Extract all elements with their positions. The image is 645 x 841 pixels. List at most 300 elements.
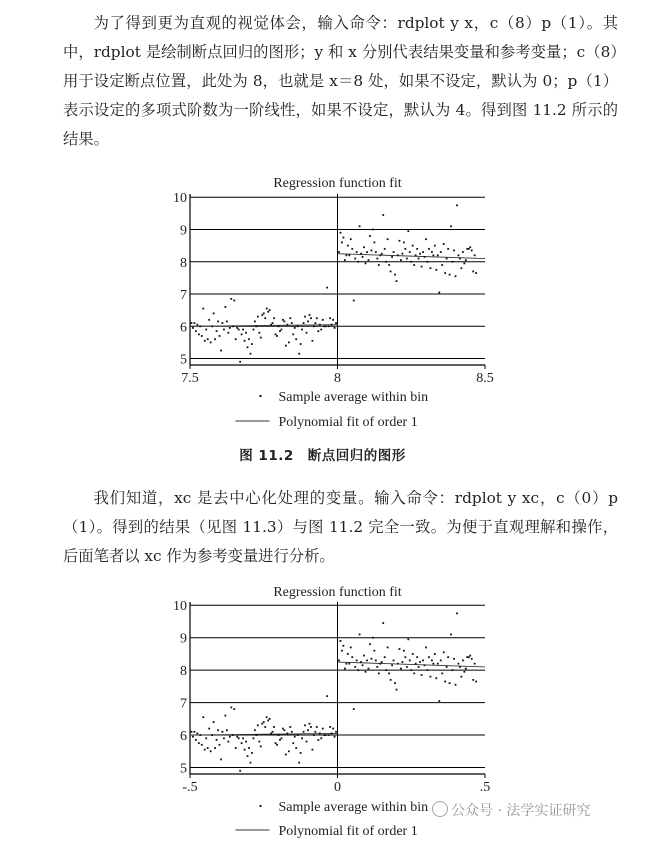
data-point bbox=[211, 734, 213, 736]
data-point bbox=[220, 350, 222, 352]
data-point bbox=[463, 262, 465, 264]
data-point bbox=[397, 254, 399, 256]
data-point bbox=[226, 321, 228, 323]
wechat-logo-icon bbox=[432, 801, 448, 817]
data-point bbox=[343, 237, 345, 239]
data-point bbox=[210, 750, 212, 752]
data-point bbox=[384, 656, 386, 658]
data-point bbox=[348, 254, 350, 256]
data-point bbox=[341, 650, 343, 652]
data-point bbox=[309, 723, 311, 725]
data-point bbox=[458, 254, 460, 256]
data-point bbox=[387, 238, 389, 240]
data-point bbox=[331, 733, 333, 735]
data-point bbox=[254, 729, 256, 731]
y-tick-label: 6 bbox=[180, 729, 187, 745]
data-point bbox=[379, 663, 381, 665]
data-point bbox=[344, 668, 346, 670]
watermark bbox=[432, 800, 590, 820]
data-point bbox=[334, 327, 336, 329]
data-point bbox=[295, 747, 297, 749]
data-point bbox=[207, 747, 209, 749]
data-point bbox=[394, 274, 396, 276]
data-point bbox=[360, 661, 362, 663]
data-point bbox=[250, 353, 252, 355]
data-point bbox=[320, 737, 322, 739]
data-point bbox=[270, 733, 272, 735]
data-point bbox=[236, 736, 238, 738]
data-point bbox=[413, 264, 415, 266]
data-point bbox=[465, 668, 467, 670]
data-point bbox=[432, 254, 434, 256]
watermark-text: 公众号 · 法学实证研究 bbox=[451, 803, 591, 819]
data-point bbox=[376, 258, 378, 260]
data-point bbox=[415, 254, 417, 256]
data-point bbox=[253, 329, 255, 331]
data-point bbox=[369, 643, 371, 645]
data-point bbox=[350, 238, 352, 240]
data-point bbox=[404, 248, 406, 250]
x-tick-label: 8.5 bbox=[476, 371, 494, 386]
data-point bbox=[461, 676, 463, 678]
data-point bbox=[210, 342, 212, 344]
data-point bbox=[452, 669, 454, 671]
data-point bbox=[403, 241, 405, 243]
data-point bbox=[447, 248, 449, 250]
data-point bbox=[450, 634, 452, 636]
data-point bbox=[378, 264, 380, 266]
figure-11-2 bbox=[0, 168, 645, 473]
data-point bbox=[366, 660, 368, 662]
data-point bbox=[421, 674, 423, 676]
data-point bbox=[220, 758, 222, 760]
data-point bbox=[260, 337, 262, 339]
data-point bbox=[344, 259, 346, 261]
data-point bbox=[388, 672, 390, 674]
data-point bbox=[453, 658, 455, 660]
data-point bbox=[248, 338, 250, 340]
data-point bbox=[434, 653, 436, 655]
data-point bbox=[241, 333, 243, 335]
data-point bbox=[363, 246, 365, 248]
data-point bbox=[354, 666, 356, 668]
data-point bbox=[306, 741, 308, 743]
data-point bbox=[217, 729, 219, 731]
data-point bbox=[378, 672, 380, 674]
data-point bbox=[468, 656, 470, 658]
data-point bbox=[309, 314, 311, 316]
data-point bbox=[275, 742, 277, 744]
y-tick-label: 5 bbox=[180, 352, 187, 368]
data-point bbox=[247, 346, 249, 348]
data-point bbox=[345, 663, 347, 665]
data-point bbox=[294, 736, 296, 738]
x-tick-label: 0 bbox=[334, 780, 341, 795]
data-point bbox=[440, 251, 442, 253]
data-point bbox=[474, 254, 476, 256]
data-point bbox=[281, 329, 283, 331]
data-point bbox=[222, 731, 224, 733]
data-point bbox=[350, 647, 352, 649]
data-point bbox=[312, 749, 314, 751]
data-point bbox=[298, 353, 300, 355]
data-point bbox=[225, 715, 227, 717]
data-point bbox=[455, 684, 457, 686]
data-point bbox=[353, 300, 355, 302]
data-point bbox=[214, 338, 216, 340]
legend-label: Polynomial fit of order 1 bbox=[278, 415, 418, 430]
data-point bbox=[312, 340, 314, 342]
data-point bbox=[366, 251, 368, 253]
data-point bbox=[384, 248, 386, 250]
data-point bbox=[424, 256, 426, 258]
data-point bbox=[288, 750, 290, 752]
data-point bbox=[396, 280, 398, 282]
data-point bbox=[406, 258, 408, 260]
data-point bbox=[275, 333, 277, 335]
data-point bbox=[226, 729, 228, 731]
data-point bbox=[214, 747, 216, 749]
data-point bbox=[341, 241, 343, 243]
data-point bbox=[292, 333, 294, 335]
data-point bbox=[194, 322, 196, 324]
data-point bbox=[435, 677, 437, 679]
data-point bbox=[219, 335, 221, 337]
data-point bbox=[428, 656, 430, 658]
legend-marker bbox=[260, 395, 262, 397]
data-point bbox=[471, 658, 473, 660]
data-point bbox=[232, 325, 234, 327]
data-point bbox=[229, 327, 231, 329]
data-point bbox=[192, 327, 194, 329]
data-point bbox=[213, 721, 215, 723]
data-point bbox=[239, 770, 241, 772]
data-point bbox=[286, 733, 288, 735]
data-point bbox=[459, 666, 461, 668]
data-point bbox=[360, 253, 362, 255]
data-point bbox=[279, 330, 281, 332]
data-point bbox=[194, 731, 196, 733]
data-point bbox=[394, 682, 396, 684]
data-point bbox=[288, 342, 290, 344]
data-point bbox=[307, 729, 309, 731]
data-point bbox=[453, 250, 455, 252]
data-point bbox=[192, 736, 194, 738]
x-tick-label: 7.5 bbox=[181, 371, 199, 386]
figure-caption: 图 11.2 断点回归的图形 bbox=[239, 448, 406, 464]
data-point bbox=[272, 731, 274, 733]
data-point bbox=[393, 251, 395, 253]
data-point bbox=[201, 744, 203, 746]
data-point bbox=[430, 676, 432, 678]
data-point bbox=[329, 726, 331, 728]
data-point bbox=[368, 668, 370, 670]
data-point bbox=[244, 340, 246, 342]
data-point bbox=[421, 266, 423, 268]
data-point bbox=[313, 325, 315, 327]
data-point bbox=[235, 338, 237, 340]
data-point bbox=[359, 634, 361, 636]
data-point bbox=[230, 707, 232, 709]
data-point bbox=[314, 731, 316, 733]
data-point bbox=[422, 251, 424, 253]
data-point bbox=[284, 321, 286, 323]
legend-label: Sample average within bin bbox=[278, 390, 429, 405]
data-point bbox=[419, 253, 421, 255]
data-point bbox=[251, 343, 253, 345]
data-point bbox=[351, 656, 353, 658]
data-point bbox=[465, 259, 467, 261]
data-point bbox=[250, 762, 252, 764]
data-point bbox=[338, 660, 340, 662]
y-tick-label: 7 bbox=[180, 696, 187, 712]
data-point bbox=[199, 734, 201, 736]
data-point bbox=[402, 661, 404, 663]
data-point bbox=[286, 324, 288, 326]
data-point bbox=[468, 248, 470, 250]
data-point bbox=[365, 671, 367, 673]
data-point bbox=[332, 728, 334, 730]
data-point bbox=[325, 325, 327, 327]
data-point bbox=[356, 660, 358, 662]
data-point bbox=[373, 650, 375, 652]
data-point bbox=[238, 329, 240, 331]
legend-marker bbox=[260, 805, 262, 807]
data-point bbox=[202, 716, 204, 718]
data-point bbox=[276, 744, 278, 746]
data-point bbox=[340, 640, 342, 642]
data-point bbox=[335, 731, 337, 733]
data-point bbox=[416, 656, 418, 658]
data-point bbox=[425, 647, 427, 649]
data-point bbox=[300, 343, 302, 345]
data-point bbox=[322, 319, 324, 321]
data-point bbox=[326, 287, 328, 289]
data-point bbox=[475, 681, 477, 683]
data-point bbox=[310, 726, 312, 728]
data-point bbox=[400, 668, 402, 670]
data-point bbox=[317, 739, 319, 741]
data-point bbox=[202, 308, 204, 310]
data-point bbox=[406, 666, 408, 668]
data-point bbox=[369, 235, 371, 237]
data-point bbox=[223, 329, 225, 331]
data-point bbox=[444, 272, 446, 274]
data-point bbox=[391, 664, 393, 666]
data-point bbox=[416, 248, 418, 250]
y-tick-label: 7 bbox=[180, 288, 187, 304]
data-point bbox=[217, 321, 219, 323]
data-point bbox=[332, 319, 334, 321]
data-point bbox=[399, 648, 401, 650]
data-point bbox=[371, 250, 373, 252]
data-point bbox=[208, 319, 210, 321]
data-point bbox=[418, 666, 420, 668]
data-point bbox=[319, 324, 321, 326]
data-point bbox=[201, 335, 203, 337]
data-point bbox=[452, 261, 454, 263]
data-point bbox=[441, 264, 443, 266]
data-point bbox=[304, 316, 306, 318]
data-point bbox=[229, 736, 231, 738]
data-point bbox=[253, 737, 255, 739]
data-point bbox=[247, 755, 249, 757]
data-point bbox=[322, 728, 324, 730]
data-point bbox=[371, 658, 373, 660]
data-point bbox=[472, 679, 474, 681]
data-point bbox=[241, 742, 243, 744]
data-point bbox=[441, 672, 443, 674]
data-point bbox=[393, 660, 395, 662]
data-point bbox=[363, 655, 365, 657]
y-tick-label: 10 bbox=[173, 191, 187, 207]
data-point bbox=[233, 300, 235, 302]
data-point bbox=[267, 720, 269, 722]
data-point bbox=[233, 708, 235, 710]
data-point bbox=[272, 322, 274, 324]
x-tick-label: .5 bbox=[479, 780, 491, 795]
data-point bbox=[444, 681, 446, 683]
data-point bbox=[245, 332, 247, 334]
data-point bbox=[440, 660, 442, 662]
data-point bbox=[340, 232, 342, 234]
data-point bbox=[307, 321, 309, 323]
data-point bbox=[462, 251, 464, 253]
data-point bbox=[419, 661, 421, 663]
data-point bbox=[239, 361, 241, 363]
data-point bbox=[368, 259, 370, 261]
data-point bbox=[449, 682, 451, 684]
data-point bbox=[316, 726, 318, 728]
data-point bbox=[303, 322, 305, 324]
data-point bbox=[472, 271, 474, 273]
data-point bbox=[292, 742, 294, 744]
data-point bbox=[475, 272, 477, 274]
data-point bbox=[219, 744, 221, 746]
data-point bbox=[222, 322, 224, 324]
data-point bbox=[418, 258, 420, 260]
data-point bbox=[235, 747, 237, 749]
legend-label: Sample average within bin bbox=[278, 800, 429, 815]
data-point bbox=[325, 734, 327, 736]
data-point bbox=[446, 666, 448, 668]
data-point bbox=[301, 329, 303, 331]
data-point bbox=[455, 275, 457, 277]
data-point bbox=[216, 739, 218, 741]
data-point bbox=[310, 317, 312, 319]
x-tick-label: 8 bbox=[334, 371, 341, 386]
data-point bbox=[285, 754, 287, 756]
data-point bbox=[225, 306, 227, 308]
data-point bbox=[359, 225, 361, 227]
data-point bbox=[427, 261, 429, 263]
data-point bbox=[410, 669, 412, 671]
data-point bbox=[403, 650, 405, 652]
paragraph-2: 我们知道，xc 是去中心化处理的变量。输入命令：rdplot y xc，c（0）p（1）。得到的结果（见图 11.3）与图 11.2 完全一致。为便于直观理解和操作，后面笔者以 xc 作为参考变量进行分析。 bbox=[63, 489, 618, 565]
data-point bbox=[326, 695, 328, 697]
data-point bbox=[362, 256, 364, 258]
data-point bbox=[316, 317, 318, 319]
data-point bbox=[338, 251, 340, 253]
data-point bbox=[281, 737, 283, 739]
data-point bbox=[396, 689, 398, 691]
data-point bbox=[261, 723, 263, 725]
data-point bbox=[294, 327, 296, 329]
data-point bbox=[382, 622, 384, 624]
data-point bbox=[295, 338, 297, 340]
y-tick-label: 9 bbox=[180, 631, 187, 647]
data-point bbox=[399, 240, 401, 242]
data-point bbox=[242, 737, 244, 739]
data-point bbox=[456, 204, 458, 206]
data-point bbox=[196, 733, 198, 735]
data-point bbox=[207, 338, 209, 340]
y-tick-label: 9 bbox=[180, 223, 187, 239]
data-point bbox=[415, 663, 417, 665]
data-point bbox=[244, 749, 246, 751]
data-point bbox=[462, 660, 464, 662]
data-point bbox=[227, 332, 229, 334]
data-point bbox=[347, 653, 349, 655]
data-point bbox=[443, 651, 445, 653]
data-point bbox=[278, 734, 280, 736]
data-point bbox=[254, 321, 256, 323]
data-point bbox=[319, 733, 321, 735]
data-point bbox=[195, 739, 197, 741]
data-point bbox=[409, 660, 411, 662]
data-point bbox=[205, 329, 207, 331]
data-point bbox=[260, 746, 262, 748]
data-point bbox=[264, 726, 266, 728]
data-point bbox=[261, 314, 263, 316]
data-point bbox=[410, 261, 412, 263]
data-point bbox=[276, 335, 278, 337]
data-point bbox=[385, 261, 387, 263]
data-point bbox=[474, 663, 476, 665]
data-point bbox=[354, 258, 356, 260]
data-point bbox=[248, 747, 250, 749]
data-point bbox=[334, 736, 336, 738]
data-point bbox=[397, 663, 399, 665]
data-point bbox=[381, 661, 383, 663]
data-point bbox=[204, 340, 206, 342]
data-point bbox=[438, 700, 440, 702]
data-point bbox=[298, 762, 300, 764]
data-point bbox=[469, 655, 471, 657]
data-point bbox=[427, 669, 429, 671]
data-point bbox=[267, 311, 269, 313]
data-point bbox=[278, 325, 280, 327]
data-point bbox=[447, 656, 449, 658]
data-point bbox=[255, 734, 257, 736]
data-point bbox=[329, 317, 331, 319]
data-point bbox=[372, 637, 374, 639]
data-point bbox=[328, 734, 330, 736]
data-point bbox=[273, 317, 275, 319]
data-point bbox=[435, 269, 437, 271]
data-point bbox=[430, 267, 432, 269]
data-point bbox=[431, 251, 433, 253]
data-point bbox=[343, 645, 345, 647]
data-point bbox=[357, 261, 359, 263]
data-point bbox=[314, 322, 316, 324]
data-point bbox=[348, 663, 350, 665]
data-point bbox=[471, 250, 473, 252]
data-point bbox=[357, 669, 359, 671]
data-point bbox=[242, 329, 244, 331]
legend-label: Polynomial fit of order 1 bbox=[278, 824, 418, 839]
data-point bbox=[331, 324, 333, 326]
